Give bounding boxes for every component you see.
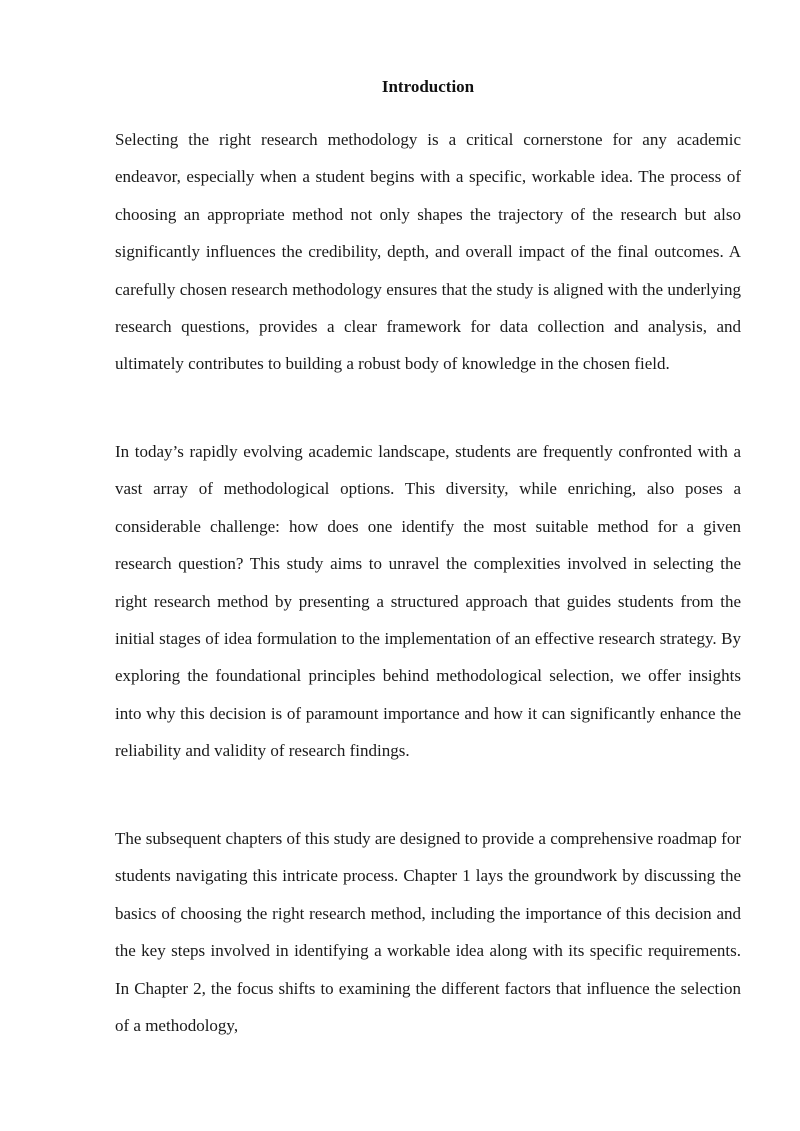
section-heading: Introduction xyxy=(381,77,475,96)
paragraph-3: The subsequent chapters of this study are designed to provide a comprehensive roadmap for students navigating this intricate process. Chapter 1 lays the groundwork by discussing the basics of choosing the right research method, including the importance of this decision and the key steps involved in identifying a workable idea along with its specific requirements. In Chapter 2, the focus shifts to examining the different factors that influence the selection of a methodology, xyxy=(115,829,741,1036)
paragraph-2: In today’s rapidly evolving academic landscape, students are frequently confronted with a vast array of methodological options. This diversity, while enriching, also poses a considerable challenge: how does one identify the most suitable method for a given research question? This study aims to unravel the complexities involved in selecting the right research method by presenting a structured approach that guides students from the initial stages of idea formulation to the implementation of an effective research strategy. By exploring the foundational principles behind methodological selection, we offer insights into why this decision is of paramount importance and how it can significantly enhance the reliability and validity of research findings. xyxy=(115,442,741,761)
paragraph-1: Selecting the right research methodology is a critical cornerstone for any academic endeavor, especially when a student begins with a specific, workable idea. The process of choosing an appropriate method not only shapes the trajectory of the research but also significantly influences the credibility, depth, and overall impact of the final outcomes. A carefully chosen research methodology ensures that the study is aligned with the underlying research questions, provides a clear framework for data collection and analysis, and ultimately contributes to building a robust body of knowledge in the chosen field. xyxy=(115,130,741,374)
